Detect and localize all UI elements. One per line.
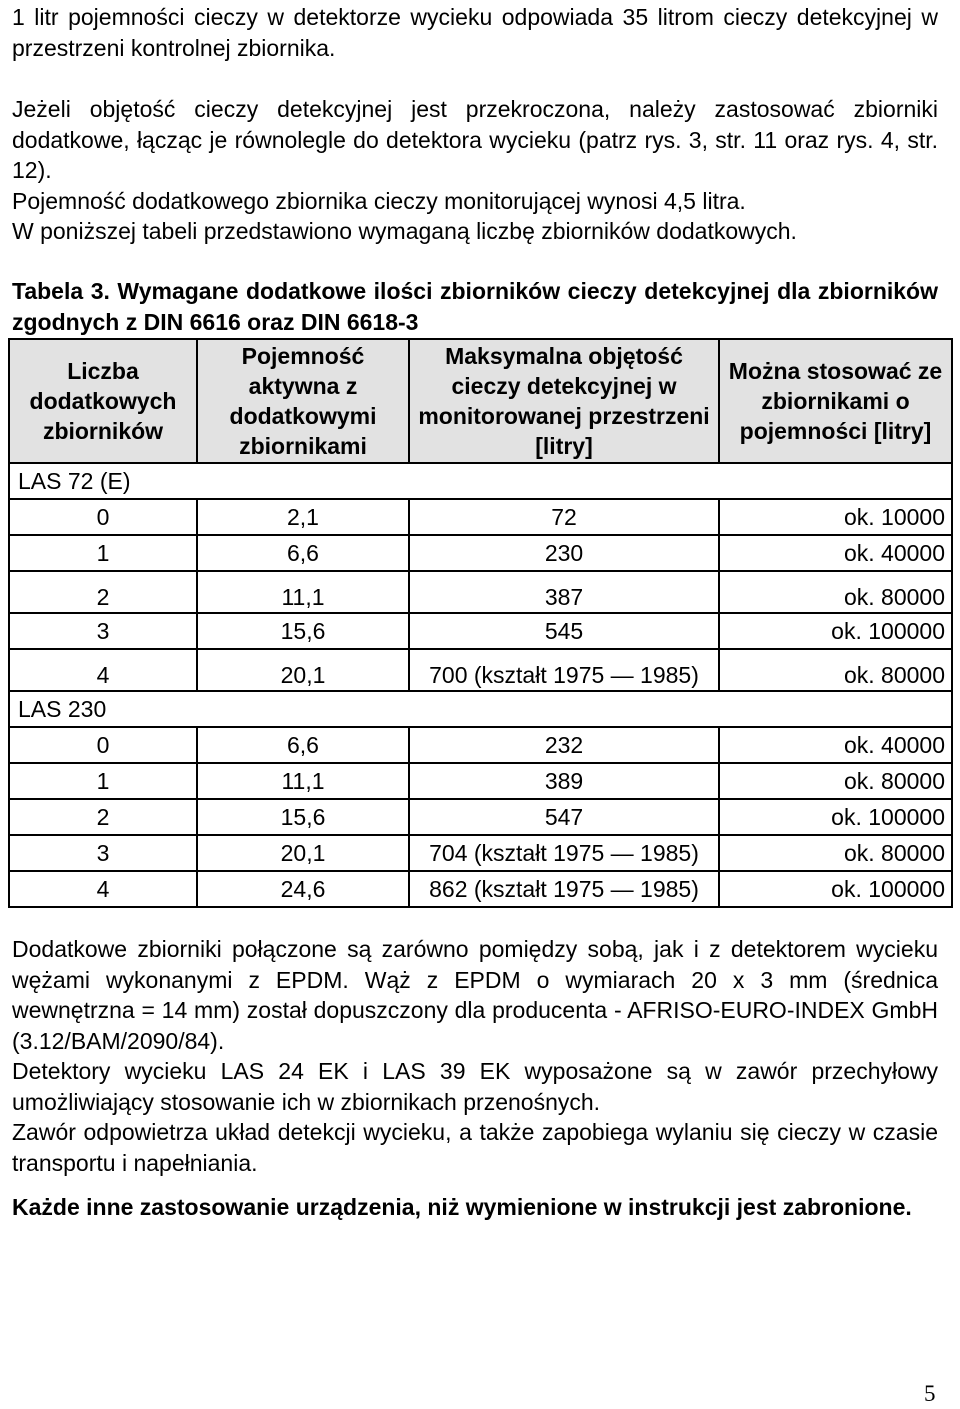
header-max-volume: Maksymalna objętość cieczy detekcyjnej w monitorowanej przestrzeni [litry] [409,339,719,463]
cell-tank: ok. 80000 [719,835,952,871]
section-row-las72 [9,463,952,499]
cell-volume: 387 [409,571,719,613]
cell-volume: 704 (kształt 1975 — 1985) [409,835,719,871]
cell-count: 2 [9,571,197,613]
cell-volume: 232 [409,727,719,763]
cell-count: 2 [9,799,197,835]
cell-count: 1 [9,763,197,799]
cell-tank: ok. 100000 [719,613,952,649]
intro-block [12,94,938,247]
section-title: LAS 72 (E) [9,463,952,499]
vent-valve-paragraph: Zawór odpowietrza układ detekcji wycieku, a także zapobiega wylaniu się cieczy w czasie transportu i napełniania. [12,1119,938,1176]
cell-tank: ok. 40000 [719,727,952,763]
intro-paragraph-2: Jeżeli objętość cieczy detekcyjnej jest przekroczona, należy zastosować zbiorniki dodatkowe, łącząc je równolegle do detektora wycieku (patrz rys. 3, str. 11 oraz rys. 4, str. 12). [12,96,938,183]
table-row [9,871,952,907]
cell-count: 1 [9,535,197,571]
cell-volume: 547 [409,799,719,835]
intro-paragraph-4: W poniższej tabeli przedstawiono wymaganą liczbę zbiorników dodatkowych. [12,218,797,244]
section-row-las230 [9,691,952,727]
cell-volume: 862 (kształt 1975 — 1985) [409,871,719,907]
cell-count: 4 [9,649,197,691]
table-row [9,535,952,571]
cell-tank: ok. 100000 [719,799,952,835]
cell-tank: ok. 40000 [719,535,952,571]
header-count: Liczba dodatkowych zbiorników [9,339,197,463]
cell-capacity: 24,6 [197,871,409,907]
cell-capacity: 20,1 [197,835,409,871]
tanks-table [8,338,953,908]
cell-count: 0 [9,727,197,763]
cell-capacity: 20,1 [197,649,409,691]
header-tank-size: Można stosować ze zbiornikami o pojemności [litry] [719,339,952,463]
cell-count: 0 [9,499,197,535]
table-row [9,499,952,535]
tilt-valve-paragraph: Detektory wycieku LAS 24 EK i LAS 39 EK wyposażone są w zawór przechyłowy umożliwiający stosowanie ich w zbiornikach przenośnych. [12,1058,938,1115]
page-number: 5 [924,1381,936,1406]
cell-capacity: 11,1 [197,571,409,613]
table-row [9,763,952,799]
section-title: LAS 230 [9,691,952,727]
table-row [9,649,952,691]
warning-paragraph: Każde inne zastosowanie urządzenia, niż wymienione w instrukcji jest zabronione. [12,1194,912,1220]
table-row [9,613,952,649]
table-row [9,835,952,871]
hoses-paragraph: Dodatkowe zbiorniki połączone są zarówno pomiędzy sobą, jak i z detektorem wycieku wężami wykonanymi z EPDM. Wąż z EPDM o wymiarach 20 x 3 mm (średnica wewnętrzna = 14 mm) został dopuszczony dla producenta - AFRISO-EURO-INDEX GmbH (3.12/BAM/2090/84). [12,936,938,1054]
cell-count: 3 [9,835,197,871]
cell-capacity: 15,6 [197,613,409,649]
cell-volume: 389 [409,763,719,799]
cell-count: 3 [9,613,197,649]
cell-tank: ok. 80000 [719,649,952,691]
cell-count: 4 [9,871,197,907]
cell-volume: 545 [409,613,719,649]
table-row [9,727,952,763]
intro-paragraph-1: 1 litr pojemności cieczy w detektorze wycieku odpowiada 35 litrom cieczy detekcyjnej w przestrzeni kontrolnej zbiornika. [12,4,938,61]
cell-capacity: 15,6 [197,799,409,835]
notes-block [12,934,938,1178]
cell-capacity: 6,6 [197,727,409,763]
table-caption: Tabela 3. Wymagane dodatkowe ilości zbiorników cieczy detekcyjnej dla zbiorników zgodnych z DIN 6616 oraz DIN 6618-3 [12,278,938,335]
cell-volume: 72 [409,499,719,535]
cell-tank: ok. 10000 [719,499,952,535]
cell-capacity: 2,1 [197,499,409,535]
cell-capacity: 11,1 [197,763,409,799]
header-capacity: Pojemność aktywna z dodatkowymi zbiornikami [197,339,409,463]
intro-paragraph-3: Pojemność dodatkowego zbiornika cieczy monitorującej wynosi 4,5 litra. [12,187,746,214]
table-row [9,571,952,613]
table-header-row [9,339,952,463]
cell-tank: ok. 100000 [719,871,952,907]
cell-tank: ok. 80000 [719,571,952,613]
table-row [9,799,952,835]
cell-volume: 700 (kształt 1975 — 1985) [409,649,719,691]
cell-volume: 230 [409,535,719,571]
cell-tank: ok. 80000 [719,763,952,799]
cell-capacity: 6,6 [197,535,409,571]
